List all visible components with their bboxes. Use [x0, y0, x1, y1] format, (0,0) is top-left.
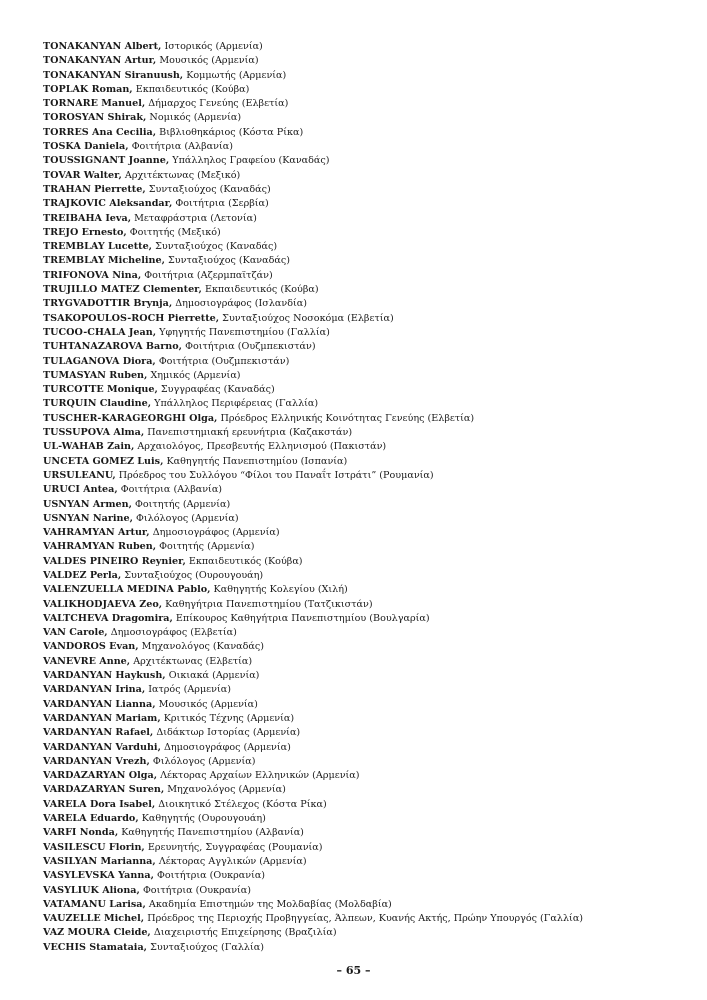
entry-description: Νομικός (Αρμενία) [149, 112, 242, 124]
entry-description: Φοιτήτρια (Αλβανία) [120, 484, 223, 496]
list-item [43, 769, 683, 783]
list-item [43, 140, 683, 154]
entry-name: TRAHAN Pierrette, [43, 183, 146, 195]
entry-description: Κριτικός Τέχνης (Αρμενία) [163, 712, 295, 724]
list-item [43, 383, 683, 397]
entry-description: Μουσικός (Αρμενία) [159, 55, 259, 67]
list-item [43, 726, 683, 740]
entry-name: USNYAN Armen, [43, 498, 132, 510]
entry-name: VASYLIUK Aliona, [43, 884, 140, 896]
entry-name: TOVAR Walter, [43, 169, 122, 181]
list-item [43, 926, 683, 940]
entry-name: VANDOROS Evan, [43, 641, 139, 653]
entry-description: Φοιτητής (Μεξικό) [129, 226, 221, 238]
entry-description: Συνταξιούχος (Καναδάς) [155, 241, 278, 253]
list-item [43, 97, 683, 111]
list-item [43, 126, 683, 140]
entry-description: Φοιτήτρια (Σερβία) [175, 198, 269, 210]
entry-name: VARDANYAN Mariam, [43, 712, 161, 724]
entry-description: Υπάλληλος Περιφέρειας (Γαλλία) [154, 398, 319, 410]
entry-description: Καθηγητής Πανεπιστημίου (Αλβανία) [121, 827, 304, 839]
entry-name: VASILYAN Marianna, [43, 855, 156, 867]
list-item [43, 841, 683, 855]
entry-name: VALDES PINEIRO Reynier, [43, 555, 186, 567]
entry-name: VASILESCU Florin, [43, 841, 145, 853]
entry-description: Φοιτήτρια (Αλβανία) [131, 141, 233, 153]
entry-name: VATAMANU Larisa, [43, 898, 146, 910]
entry-name: VARDANYAN Rafael, [43, 727, 154, 739]
entry-name: TRIFONOVA Nina, [43, 269, 142, 281]
list-item [43, 254, 683, 268]
list-item [43, 297, 683, 311]
list-item [43, 426, 683, 440]
list-item [43, 855, 683, 869]
list-item [43, 741, 683, 755]
list-item [43, 340, 683, 354]
entry-description: Διαχειριστής Επιχείρησης (Βραζιλία) [153, 927, 337, 939]
entry-description: Συνταξιούχος (Ουρουγουάη) [124, 569, 264, 581]
entry-description: Δημοσιογράφος (Ισλανδία) [175, 298, 307, 310]
list-item [43, 212, 683, 226]
entry-description: Φοιτήτρια (Αζερμπαϊτζάν) [144, 269, 273, 281]
entry-description: Συνταξιούχος (Καναδάς) [168, 255, 290, 267]
list-item [43, 941, 683, 955]
entry-description: Κομμωτής (Αρμενία) [186, 69, 287, 81]
list-item [43, 440, 683, 454]
entry-name: TRYGVADOTTIR Brynja, [43, 298, 173, 310]
list-item [43, 612, 683, 626]
list-item [43, 869, 683, 883]
entry-description: Ερευνητής, Συγγραφέας (Ρουμανία) [147, 841, 323, 853]
entry-description: Αρχιτέκτωνας (Ελβετία) [133, 655, 253, 667]
entry-name: TOSKA Daniela, [43, 141, 129, 153]
entry-name: URSULEANU, [43, 469, 116, 481]
entry-name: VALDEZ Perla, [43, 569, 122, 581]
list-item [43, 283, 683, 297]
entry-description: Συνταξιούχος (Γαλλία) [150, 941, 264, 953]
entry-name: VARDAZARYAN Suren, [43, 784, 165, 796]
entry-description: Φιλόλογος (Αρμενία) [136, 512, 239, 524]
entry-name: VANEVRE Anne, [43, 655, 131, 667]
entry-description: Πρόεδρος Ελληνικής Κοινότητας Γενεύης (Ελβετία) [220, 412, 475, 424]
entry-description: Συνταξιούχος (Καναδάς) [148, 183, 271, 195]
entry-description: Ακαδημία Επιστημών της Μολδαβίας (Μολδαβία) [148, 898, 392, 910]
list-item [43, 111, 683, 125]
entry-name: UL-WAHAB Zain, [43, 441, 135, 453]
entry-description: Δημοσιογράφος (Αρμενία) [152, 527, 280, 539]
list-item [43, 755, 683, 769]
list-item [43, 884, 683, 898]
entry-name: TREMBLAY Lucette, [43, 241, 153, 253]
list-item [43, 240, 683, 254]
entry-name: USNYAN Narine, [43, 512, 133, 524]
entry-description: Φιλόλογος (Αρμενία) [152, 755, 256, 767]
list-item [43, 583, 683, 597]
list-item [43, 369, 683, 383]
list-item [43, 826, 683, 840]
entry-name: VARDANYAN Vrezh, [43, 755, 150, 767]
entry-name: TUCOO-CHALA Jean, [43, 326, 157, 338]
list-item [43, 469, 683, 483]
entry-description: Εκπαιδευτικός (Κούβα) [135, 83, 250, 95]
entry-name: VARFI Nonda, [43, 827, 119, 839]
entry-description: Ιατρός (Αρμενία) [148, 684, 231, 696]
list-item [43, 783, 683, 797]
entry-name: TREIBAHA Ieva, [43, 212, 132, 224]
entry-description: Επίκουρος Καθηγήτρια Πανεπιστημίου (Βουλγαρία) [175, 612, 430, 624]
entry-description: Καθηγητής (Ουρουγουάη) [141, 813, 266, 825]
entry-description: Δημοσιογράφος (Αρμενία) [163, 741, 291, 753]
entry-name: VARDANYAN Irina, [43, 684, 146, 696]
list-item [43, 326, 683, 340]
entry-description: Βιβλιοθηκάριος (Κόστα Ρίκα) [159, 126, 304, 138]
list-item [43, 83, 683, 97]
list-item [43, 69, 683, 83]
entry-description: Μουσικός (Αρμενία) [158, 698, 258, 710]
list-item [43, 698, 683, 712]
list-item [43, 183, 683, 197]
entry-name: TSAKOPOULOS-ROCH Pierrette, [43, 312, 220, 324]
list-item [43, 169, 683, 183]
entry-name: VASYLEVSKA Yanna, [43, 870, 154, 882]
entry-name: TOUSSIGNANT Joanne, [43, 155, 170, 167]
list-item [43, 683, 683, 697]
entry-name: TOROSYAN Shirak, [43, 112, 147, 124]
name-list [43, 40, 683, 955]
entry-description: Οικιακά (Αρμενία) [168, 670, 260, 682]
entry-name: VAHRAMYAN Ruben, [43, 541, 157, 553]
list-item [43, 798, 683, 812]
list-item [43, 54, 683, 68]
entry-name: TURCOTTE Monique, [43, 384, 158, 396]
entry-name: TULAGANOVA Diora, [43, 355, 156, 367]
list-item [43, 154, 683, 168]
entry-name: TRUJILLO MATEZ Clementer, [43, 284, 202, 296]
entry-name: TUSCHER-KARAGEORGHI Olga, [43, 412, 218, 424]
page-number: – 65 – [336, 964, 371, 977]
entry-name: VARDANYAN Haykush, [43, 670, 166, 682]
entry-description: Συγγραφέας (Καναδάς) [160, 384, 275, 396]
entry-description: Αρχιτέκτωνας (Μεξικό) [124, 169, 241, 181]
entry-name: TUMASYAN Ruben, [43, 369, 148, 381]
entry-name: VAN Carole, [43, 627, 108, 639]
list-item [43, 598, 683, 612]
list-item [43, 498, 683, 512]
entry-description: Εκπαιδευτικός (Κούβα) [188, 555, 303, 567]
entry-name: VALTCHEVA Dragomira, [43, 612, 173, 624]
list-item [43, 397, 683, 411]
entry-description: Πρόεδρος του Συλλόγου “Φίλοι του Παναΐτ Ιστράτι” (Ρουμανία) [118, 469, 434, 481]
entry-description: Λέκτορας Αρχαίων Ελληνικών (Αρμενία) [160, 770, 360, 782]
entry-name: VARELA Eduardo, [43, 813, 139, 825]
entry-name: TUHTANAZAROVA Barno, [43, 341, 183, 353]
list-item [43, 40, 683, 54]
entry-description: Φοιτητής (Αρμενία) [134, 498, 231, 510]
entry-description: Μεταφράστρια (Λετονία) [134, 212, 257, 224]
entry-description: Φοιτήτρια (Ουζμπεκιστάν) [158, 355, 290, 367]
entry-description: Φοιτητής (Αρμενία) [159, 541, 255, 553]
list-item [43, 483, 683, 497]
entry-name: VARELA Dora Isabel, [43, 798, 156, 810]
list-item [43, 569, 683, 583]
entry-description: Υφηγητής Πανεπιστημίου (Γαλλία) [159, 326, 330, 338]
entry-description: Λέκτορας Αγγλικών (Αρμενία) [158, 855, 307, 867]
entry-description: Φοιτήτρια (Ουκρανία) [156, 870, 266, 882]
list-item [43, 355, 683, 369]
entry-description: Διδάκτωρ Ιστορίας (Αρμενία) [156, 727, 301, 739]
entry-name: VAUZELLE Michel, [43, 913, 145, 925]
entry-description: Εκπαιδευτικός (Κούβα) [204, 284, 319, 296]
entry-description: Καθηγητής Πανεπιστημίου (Ισπανία) [166, 455, 348, 467]
list-item [43, 226, 683, 240]
entry-description: Μηχανολόγος (Αρμενία) [167, 784, 286, 796]
list-item [43, 626, 683, 640]
entry-name: TORRES Ana Cecilia, [43, 126, 157, 138]
entry-name: VAHRAMYAN Artur, [43, 527, 150, 539]
entry-name: TUSSUPOVA Alma, [43, 427, 145, 439]
entry-description: Δήμαρχος Γενεύης (Ελβετία) [148, 98, 289, 110]
entry-description: Φοιτήτρια (Ουκρανία) [142, 884, 252, 896]
entry-name: VALENZUELLA MEDINA Pablo, [43, 584, 211, 596]
list-item [43, 898, 683, 912]
entry-name: TORNARE Manuel, [43, 98, 146, 110]
entry-description: Πρόεδρος της Περιοχής Προβηγγείας, Άλπεων, Κυανής Ακτής, Πρώην Υπουργός (Γαλλία) [147, 913, 584, 925]
entry-name: UNCETA GOMEZ Luis, [43, 455, 164, 467]
entry-description: Συνταξιούχος Νοσοκόμα (Ελβετία) [222, 312, 394, 324]
entry-name: TONAKANYAN Artur, [43, 55, 157, 67]
entry-name: TREJO Ernesto, [43, 226, 127, 238]
entry-description: Πανεπιστημιακή ερευνήτρια (Καζακστάν) [147, 427, 353, 439]
list-item [43, 912, 683, 926]
list-item [43, 712, 683, 726]
entry-description: Δημοσιογράφος (Ελβετία) [110, 627, 237, 639]
entry-name: TOPLAK Roman, [43, 83, 133, 95]
entry-description: Μηχανολόγος (Καναδάς) [141, 641, 265, 653]
list-item [43, 655, 683, 669]
entry-description: Χημικός (Αρμενία) [150, 369, 241, 381]
entry-name: VECHIS Stamataia, [43, 941, 148, 953]
entry-name: VARDANYAN Lianna, [43, 698, 156, 710]
entry-description: Καθηγήτρια Πανεπιστημίου (Τατζικιστάν) [165, 598, 373, 610]
list-item [43, 197, 683, 211]
list-item [43, 526, 683, 540]
entry-name: TONAKANYAN Siranuush, [43, 69, 184, 81]
list-item [43, 640, 683, 654]
list-item [43, 669, 683, 683]
entry-description: Υπάλληλος Γραφείου (Καναδάς) [172, 155, 330, 167]
entry-name: VAZ MOURA Cleide, [43, 927, 151, 939]
list-item [43, 512, 683, 526]
entry-name: VALIKHODJAEVA Zeo, [43, 598, 163, 610]
list-item [43, 269, 683, 283]
list-item [43, 312, 683, 326]
entry-name: VARDAZARYAN Olga, [43, 770, 158, 782]
entry-name: VARDANYAN Varduhi, [43, 741, 161, 753]
entry-description: Αρχαιολόγος, Πρεσβευτής Ελληνισμού (Πακιστάν) [137, 441, 387, 453]
entry-name: TRAJKOVIC Aleksandar, [43, 198, 173, 210]
list-item [43, 412, 683, 426]
list-item [43, 455, 683, 469]
entry-description: Φοιτήτρια (Ουζμπεκιστάν) [185, 341, 316, 353]
list-item [43, 540, 683, 554]
entry-description: Διοικητικό Στέλεχος (Κόστα Ρίκα) [158, 798, 327, 810]
entry-name: URUCI Antea, [43, 484, 118, 496]
list-item [43, 812, 683, 826]
entry-name: TONAKANYAN Albert, [43, 41, 162, 52]
entry-description: Καθηγητής Κολεγίου (Χιλή) [213, 584, 348, 596]
entry-name: TREMBLAY Micheline, [43, 255, 165, 267]
list-item [43, 555, 683, 569]
entry-name: TURQUIN Claudine, [43, 398, 152, 410]
entry-description: Ιστορικός (Αρμενία) [164, 41, 263, 52]
